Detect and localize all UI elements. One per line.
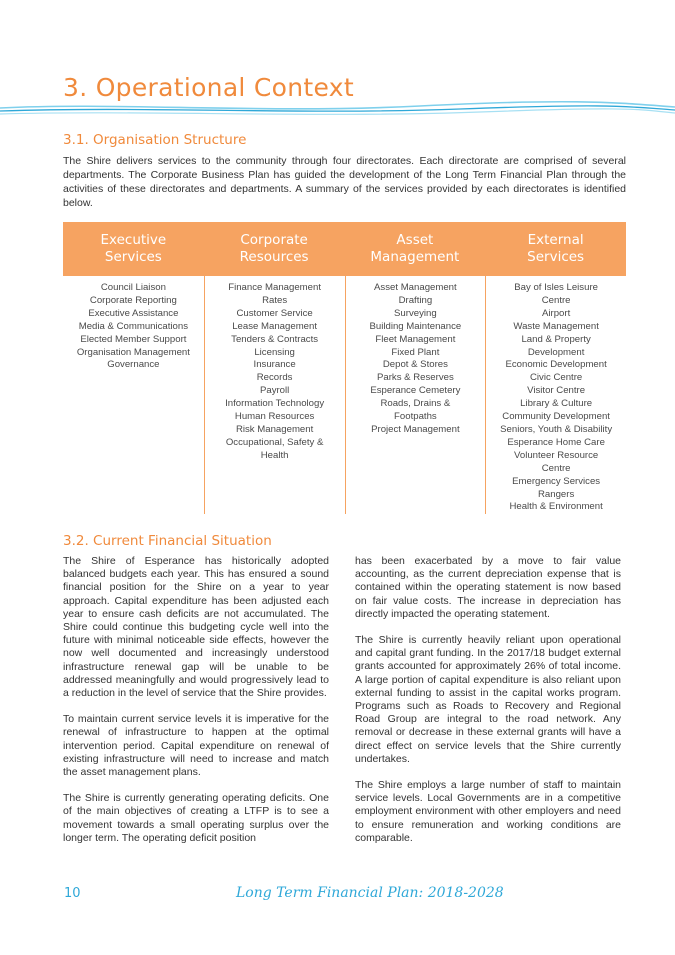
table-cell-line: Economic Development	[505, 359, 607, 371]
section-heading-organisation-structure: 3.1. Organisation Structure	[63, 132, 247, 148]
column-asset-management	[345, 276, 486, 514]
table-cell-line: Tenders & Contracts	[231, 333, 319, 345]
table-cell-line: Emergency Services	[512, 475, 601, 487]
table-cell-line: Council Liaison	[100, 282, 166, 293]
table-cell-line: Executive Assistance	[88, 307, 179, 319]
table-cell-line: Rates	[262, 294, 288, 306]
table-cell-line: Asset Management	[374, 282, 457, 293]
header-line: Services	[527, 249, 585, 265]
table-cell-line: Risk Management	[235, 423, 314, 435]
table-cell-line: Licensing	[254, 346, 295, 358]
header-line: Corporate	[240, 232, 308, 248]
body-paragraph: To maintain current service levels it is imperative for the renewal of infrastructure to happen at the optimal intervention period. Capital expenditure on renewal of existing infrastructure will need to increase and match the asset management plans.	[63, 713, 329, 779]
table-cell-line: Elected Member Support	[80, 333, 187, 345]
header-line: Management	[370, 249, 460, 265]
header-line: External	[527, 232, 584, 248]
table-cell-line: Records	[256, 372, 293, 384]
table-cell-line: Community Development	[502, 411, 610, 423]
table-cell-line: Airport	[541, 307, 571, 319]
header-corporate-resources	[204, 222, 345, 276]
table-body	[63, 276, 626, 514]
table-cell-line: Depot & Stores	[382, 359, 448, 371]
table-cell-line: Seniors, Youth & Disability	[500, 423, 613, 435]
table-cell-line: Human Resources	[234, 411, 315, 423]
table-cell-line: Fleet Management	[375, 333, 456, 345]
footer-document-title: Long Term Financial Plan: 2018-2028	[236, 885, 504, 901]
body-paragraph: The Shire is currently generating operating deficits. One of the main objectives of creating a LTFP is to see a movement towards a small operating surplus over the longer term. The operating deficit position	[63, 792, 329, 844]
table-cell-line: Centre	[541, 294, 571, 306]
table-cell-line: Volunteer Resource	[513, 449, 599, 461]
header-line: Services	[104, 249, 162, 265]
table-cell-line: Roads, Drains &	[380, 398, 451, 410]
table-cell-line: Esperance Home Care	[507, 436, 605, 448]
table-cell-line: Rangers	[537, 488, 575, 500]
header-wave-lines	[0, 96, 675, 122]
table-cell-line: Corporate Reporting	[89, 294, 177, 306]
table-cell-line: Information Technology	[225, 398, 325, 410]
table-cell-line: Footpaths	[394, 411, 437, 423]
body-column-left	[63, 555, 329, 858]
table-cell-line: Governance	[107, 359, 160, 371]
table-cell-line: Land & Property	[521, 333, 591, 345]
table-cell-line: Fixed Plant	[391, 346, 440, 358]
header-line: Executive	[100, 232, 167, 248]
table-cell-line: Visitor Centre	[527, 385, 586, 397]
header-line: Resources	[239, 249, 309, 265]
table-cell-line: Parks & Reserves	[376, 372, 454, 384]
table-header-row	[63, 222, 626, 276]
body-paragraph: The Shire is currently heavily reliant upon operational and capital grant funding. In the 2017/18 budget external grants accounted for approximately 26% of total income. A large portion of capital expenditure is also reliant upon external funding to assist in the capital works program. Programs such as Roads to Recovery and Regional Road Group are integral to the road network. Any removal or decrease in these external grants will have a direct effect on service levels that the Shire currently undertakes.	[355, 634, 621, 765]
table-cell-line: Lease Management	[232, 320, 318, 332]
table-cell-line: Civic Centre	[530, 372, 583, 384]
table-cell-line: Organisation Management	[76, 346, 190, 358]
header-asset-management	[345, 222, 486, 276]
table-cell-line: Finance Management	[228, 282, 322, 293]
header-line: Asset	[396, 232, 434, 248]
table-cell-line: Bay of Isles Leisure	[514, 282, 598, 293]
services-table	[63, 222, 626, 514]
intro-paragraph: The Shire delivers services to the community through four directorates. Each directorate are comprised of several departments. The Corporate Business Plan has guided the development of the Long Term Financial Plan through the activities of these directorates and departments. A summary of the services provided by each directorates is identified below.	[63, 155, 626, 209]
header-executive-services	[63, 222, 204, 276]
table-cell-line: Payroll	[259, 385, 290, 397]
section-heading-financial-situation: 3.2. Current Financial Situation	[63, 533, 272, 549]
table-cell-line: Media & Communications	[78, 320, 189, 332]
table-cell-line: Development	[527, 346, 585, 358]
body-paragraph: The Shire of Esperance has historically adopted balanced budgets each year. This has ensured a sound financial position for the Shire on a year to year approach. Capital expenditure has been adjusted each year to ensure cash deficits are not accumulated. The Shire could continue this budgeting cycle well into the future with minimal noticeable side effects, however the now well documented and increasingly understood infrastructure renewal gap will be unable to be addressed meaningfully and would progressively lead to a reduction in the level of service that the Shire provides.	[63, 555, 329, 700]
column-executive-services	[63, 276, 204, 514]
table-cell-line: Waste Management	[513, 320, 599, 332]
body-column-right	[355, 555, 621, 858]
table-cell-line: Library & Culture	[520, 398, 593, 410]
table-cell-line: Surveying	[394, 307, 437, 319]
table-cell-line: Insurance	[253, 359, 296, 371]
table-cell-line: Occupational, Safety &	[225, 436, 324, 448]
table-cell-line: Building Maintenance	[369, 320, 462, 332]
table-cell-line: Health & Environment	[509, 501, 603, 513]
chapter-title: 3. Operational Context	[63, 73, 354, 102]
table-cell-line: Health	[260, 449, 289, 461]
table-cell-line: Drafting	[398, 294, 433, 306]
header-external-services	[485, 222, 626, 276]
column-external-services	[485, 276, 626, 514]
page-number: 10	[64, 886, 81, 901]
column-corporate-resources	[204, 276, 345, 514]
table-cell-line: Project Management	[371, 423, 460, 435]
table-cell-line: Centre	[541, 462, 571, 474]
table-cell-line: Customer Service	[236, 307, 313, 319]
body-paragraph: has been exacerbated by a move to fair value accounting, as the current depreciation expense that is contained within the operating statement is now based on fair value costs. The increase in depreciation has directly impacted the operating statement.	[355, 555, 621, 620]
table-cell-line: Esperance Cemetery	[370, 385, 461, 397]
body-paragraph: The Shire employs a large number of staff to maintain service levels. Local Governments are in a competitive employment environment with other employers and need to ensure remuneration and working conditions are comparable.	[355, 779, 621, 844]
